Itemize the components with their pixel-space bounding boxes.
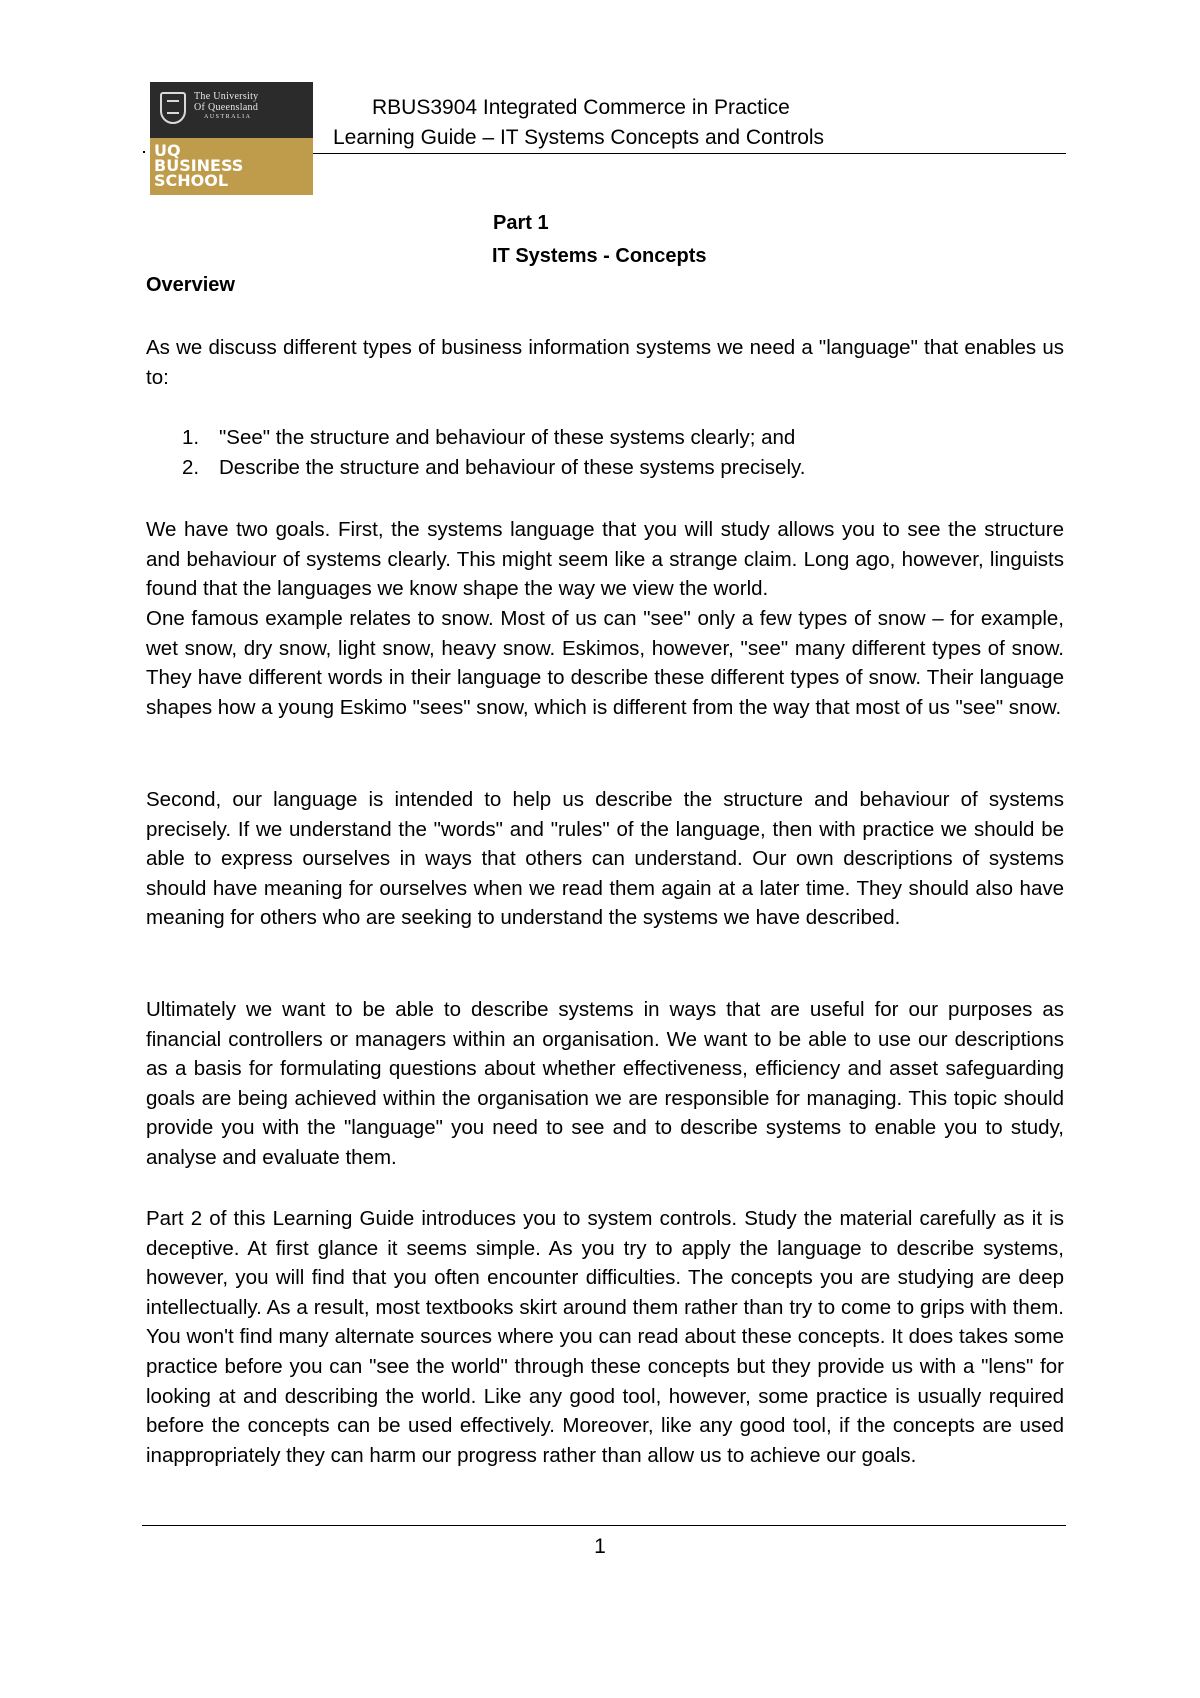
paragraph-part2: Part 2 of this Learning Guide introduces you to system controls. Study the material carefully as it is deceptive. At first glance it seems simple. As you try to apply the language to describe systems, however, you will find that you often encounter difficulties. The concepts you are studying are deep intellectually. As a result, most textbooks skirt around them rather than try to come to grips with them. You won't find many alternate sources where you can read about these concepts. It does takes some practice before you can "see the world" through these concepts but they provide us with a "lens" for looking at and describing the world. Like any good tool, however, some practice is usually required before the concepts can be used effectively. Moreover, like any good tool, if the concepts are used inappropriately they can harm our progress rather than allow us to achieve our goals. [146, 1207, 1064, 1467]
paragraph-purpose: Ultimately we want to be able to describe systems in ways that are useful for our purposes as financial controllers or managers within an organisation. We want to be able to use our descriptions as a basis for formulating questions about whether effectiveness, efficiency and asset safeguarding goals are being achieved within the organisation we are responsible for managing. This topic should provide you with the "language" you need to see and to describe systems to enable you to study, analyse and evaluate them. [146, 998, 1064, 1169]
footer-divider [142, 1525, 1066, 1526]
intro-paragraph: As we discuss different types of business information systems we need a "language" that enables us to: [146, 336, 1064, 389]
list-item-text: Describe the structure and behaviour of these systems precisely. [219, 456, 806, 479]
part-subtitle: IT Systems - Concepts [492, 245, 707, 267]
course-title: RBUS3904 Integrated Commerce in Practice [372, 96, 790, 119]
crest-icon [160, 92, 186, 124]
paragraph-snow: One famous example relates to snow. Most of us can "see" only a few types of snow – for example, wet snow, dry snow, light snow, heavy snow. Eskimos, however, "see" many different types of snow. They have different words in their language to describe these different types of snow. Their language shapes how a young Eskimo "sees" snow, which is different from the way that most of us "see" snow. [146, 607, 1064, 719]
stray-dot [143, 151, 145, 153]
page-number: 1 [594, 1535, 606, 1558]
logo-school-line1: UQ [154, 141, 181, 160]
paragraph-second-goal: Second, our language is intended to help us describe the structure and behaviour of systems precisely. If we understand the "words" and "rules" of the language, then with practice we should be able to express ourselves in ways that others can understand. Our own descriptions of systems should have meaning for ourselves when we read them again at a later time. They should also have meaning for others who are seeking to understand the systems we have described. [146, 788, 1064, 930]
logo-school-line2: BUSINESS [154, 156, 244, 175]
list-item-number: 2. [182, 456, 200, 479]
logo-university-panel [150, 82, 313, 138]
list-item [146, 423, 1064, 453]
paragraph-goals: We have two goals. First, the systems language that you will study allows you to see the structure and behaviour of systems clearly. This might seem like a strange claim. Long ago, however, linguists found that the languages we know shape the way we view the world. [146, 518, 1064, 601]
list-item [146, 453, 1064, 483]
logo-school-line3: SCHOOL [154, 171, 229, 190]
logo-school-panel [150, 138, 313, 195]
header-divider [313, 153, 1066, 154]
part-title: Part 1 [493, 212, 549, 234]
logo-university-line1: The University [194, 91, 259, 102]
list-item-text: "See" the structure and behaviour of these systems clearly; and [219, 426, 796, 449]
logo-university-line2: Of Queensland [194, 102, 259, 113]
logo-school-name [154, 143, 243, 188]
list-item-number: 1. [182, 426, 200, 449]
goals-list [146, 423, 1064, 483]
guide-title: Learning Guide – IT Systems Concepts and Controls [333, 126, 825, 149]
logo-university-line3: AUSTRALIA [204, 114, 252, 120]
logo-university-name [194, 91, 310, 121]
uq-business-school-logo [150, 82, 313, 195]
section-heading: Overview [146, 274, 235, 296]
